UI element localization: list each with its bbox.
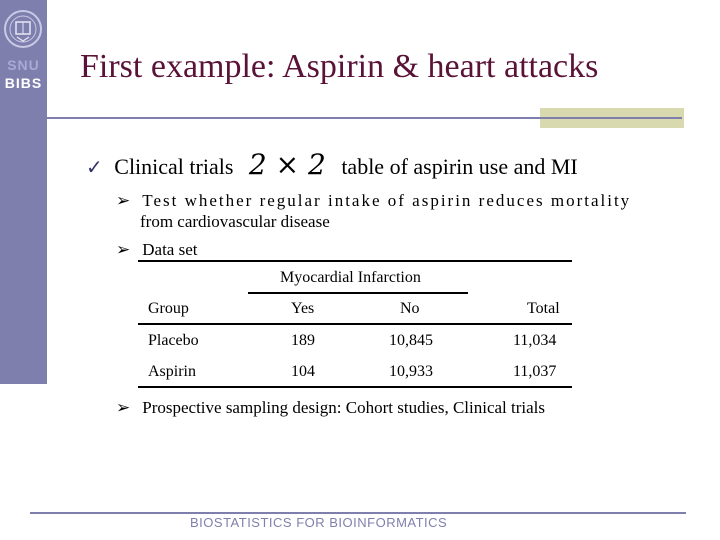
main-bullet bbox=[86, 148, 578, 181]
sub-bullet-continuation: from cardiovascular disease bbox=[140, 212, 330, 231]
sub-bullet-text: Prospective sampling design: Cohort studies, Clinical trials bbox=[142, 398, 546, 417]
arrow-bullet-icon: ➢ bbox=[116, 240, 131, 259]
arrow-bullet-icon: ➢ bbox=[116, 398, 131, 417]
footer-divider bbox=[30, 512, 686, 514]
arrow-bullet-icon: ➢ bbox=[116, 191, 131, 210]
table-top-rule bbox=[138, 260, 572, 262]
title-divider bbox=[30, 117, 682, 119]
logo-bibs-text: BIBS bbox=[4, 75, 43, 91]
sub-bullet-text: Data set bbox=[142, 240, 198, 259]
main-bullet-prefix: Clinical trials bbox=[114, 154, 234, 179]
slide-title: First example: Aspirin & heart attacks bbox=[80, 48, 599, 85]
table-span-rule bbox=[248, 292, 468, 294]
sub-bullet-text: Test whether regular intake of aspirin reduces mortality bbox=[142, 191, 632, 210]
table-cell: 11,037 bbox=[513, 363, 557, 380]
table-cell: 10,845 bbox=[389, 332, 433, 349]
table-spanning-header: Myocardial Infarction bbox=[280, 269, 421, 286]
sub-bullet-dataset bbox=[116, 240, 197, 260]
table-cell: 11,034 bbox=[513, 332, 557, 349]
table-cell: 10,933 bbox=[389, 363, 433, 380]
table-cell: Aspirin bbox=[148, 363, 196, 380]
table-header-cell: Total bbox=[527, 300, 560, 317]
table-bottom-rule bbox=[138, 386, 572, 388]
table-cell: Placebo bbox=[148, 332, 199, 349]
sub-bullet-hypothesis bbox=[116, 191, 631, 211]
table-header-cell: Yes bbox=[291, 300, 315, 317]
footer-text: BIOSTATISTICS FOR BIOINFORMATICS bbox=[190, 515, 448, 530]
sub-bullet-design bbox=[116, 398, 545, 418]
checkmark-icon: ✓ bbox=[86, 157, 103, 179]
main-bullet-suffix: table of aspirin use and MI bbox=[341, 154, 578, 179]
logo-snu-text: SNU bbox=[7, 57, 40, 73]
university-seal-icon bbox=[3, 7, 43, 55]
table-dimension-math: 2 × 2 bbox=[248, 148, 326, 181]
table-header-rule bbox=[138, 323, 572, 325]
table-header-cell: Group bbox=[148, 300, 189, 317]
table-cell: 189 bbox=[291, 332, 315, 349]
table-header-cell: No bbox=[400, 300, 420, 317]
table-cell: 104 bbox=[291, 363, 315, 380]
